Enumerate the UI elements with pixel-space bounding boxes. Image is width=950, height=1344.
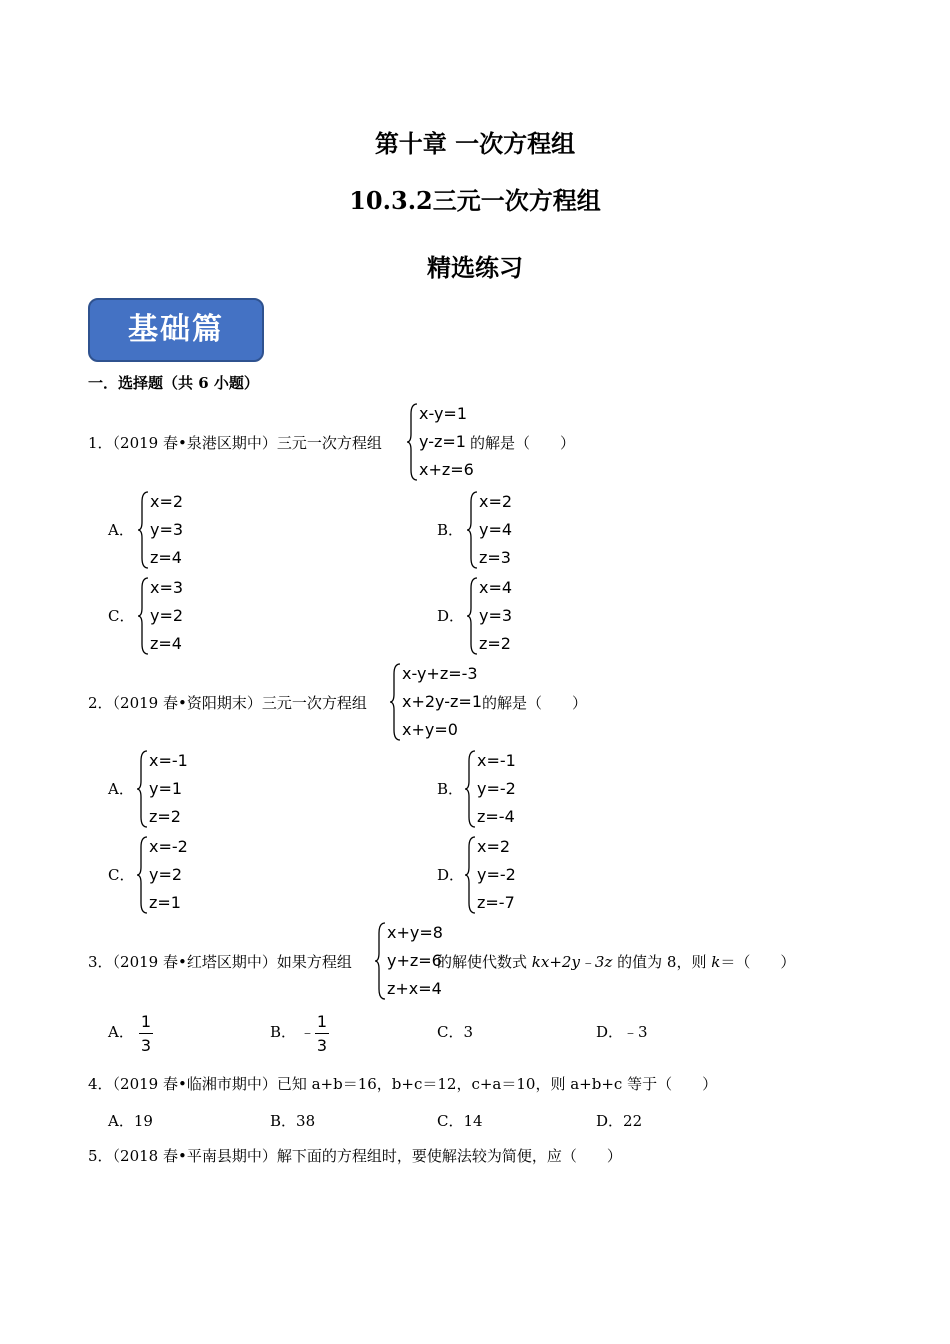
brace-icon [467, 490, 479, 570]
option-d-label[interactable]: D． [437, 607, 465, 625]
option-equation: y=2 [149, 865, 183, 884]
lesson-title: 10.3.2三元一次方程组 [349, 186, 601, 215]
suffix-text: 的值为 8，则 [612, 953, 712, 971]
basic-section-badge: 基础篇 [88, 298, 264, 362]
option-equation: z=4 [150, 548, 182, 567]
option-c[interactable] [437, 1021, 473, 1042]
option-equation: y=-2 [477, 779, 516, 798]
option-c-label[interactable]: C． [108, 607, 135, 625]
option-equation: z=3 [479, 548, 511, 567]
option-b-label[interactable]: B． [437, 780, 464, 798]
option-equation: x=-1 [149, 751, 188, 770]
suffix-text: ＝（ ） [720, 953, 796, 971]
option-b-system [465, 749, 535, 829]
brace-icon [407, 402, 419, 482]
brace-icon [138, 490, 150, 570]
question-2-system [390, 662, 490, 742]
option-c-value: 3 [463, 1023, 474, 1041]
subtitle: 精选练习 [427, 253, 523, 282]
fraction-bar [315, 1033, 329, 1034]
brace-icon [465, 835, 477, 915]
option-c[interactable] [437, 1110, 483, 1131]
option-a-label: A． [108, 1112, 134, 1130]
brace-icon [390, 662, 402, 742]
option-a-fraction [139, 1012, 153, 1055]
system-equation: x+y=8 [387, 923, 443, 942]
option-equation: y=4 [479, 520, 513, 539]
option-a-label[interactable]: A． [108, 521, 134, 539]
option-d-label: D． [596, 1112, 624, 1130]
system-equation: x+y=0 [402, 720, 458, 739]
option-a-system [137, 749, 207, 829]
system-equation: x-y=1 [419, 404, 468, 423]
fraction-denominator: 3 [316, 1036, 328, 1055]
system-equation: y+z=6 [387, 951, 442, 970]
option-equation: z=-4 [477, 807, 515, 826]
option-equation: z=2 [149, 807, 181, 826]
option-d-system [465, 835, 535, 915]
fraction-bar [139, 1033, 153, 1034]
option-a-value: 19 [133, 1112, 153, 1130]
fraction-denominator: 3 [140, 1036, 152, 1055]
section-heading: 一．选择题（共 6 小题） [88, 374, 259, 392]
option-d-label: D． [596, 1023, 624, 1041]
option-c-system [138, 576, 198, 656]
option-c-value: 14 [463, 1112, 483, 1130]
question-3-suffix [437, 951, 795, 972]
option-d-value: ﹣3 [623, 1023, 648, 1041]
question-2-prefix: 2．（2019 春•资阳期末）三元一次方程组 [88, 694, 367, 712]
option-c-label: C． [437, 1112, 464, 1130]
brace-icon [137, 749, 149, 829]
option-b-system [467, 490, 527, 570]
question-1-suffix: 的解是（ ） [470, 434, 576, 452]
system-equation: x+2y-z=1 [402, 692, 482, 711]
option-c-system [137, 835, 207, 915]
option-b-value: 38 [296, 1112, 316, 1130]
option-equation: x=-1 [477, 751, 516, 770]
chapter-title: 第十章 一次方程组 [374, 129, 576, 158]
system-equation: x-y+z=-3 [402, 664, 478, 683]
question-1-prefix: 1．（2019 春•泉港区期中）三元一次方程组 [88, 434, 382, 452]
variable-k: k [711, 953, 721, 971]
brace-icon [138, 576, 150, 656]
system-equation: z+x=4 [387, 979, 442, 998]
option-b[interactable] [270, 1110, 315, 1131]
option-equation: x=2 [479, 492, 513, 511]
algebraic-expression: kx+2y﹣3z [531, 953, 613, 971]
option-equation: z=1 [149, 893, 181, 912]
option-equation: x=3 [150, 578, 184, 597]
option-b-fraction [315, 1012, 329, 1055]
option-a[interactable] [108, 1110, 153, 1131]
question-4-text: 4．（2019 春•临湘市期中）已知 a+b＝16，b+c＝12，c+a＝10，则 a+b+c 等于（ ） [88, 1075, 718, 1093]
option-equation: x=2 [150, 492, 184, 511]
system-equation: y-z=1 [419, 432, 466, 451]
option-b-label[interactable]: B． [437, 521, 464, 539]
option-b-label[interactable]: B． [270, 1023, 297, 1041]
brace-icon [465, 749, 477, 829]
option-equation: x=2 [477, 837, 511, 856]
option-b-label: B． [270, 1112, 297, 1130]
option-a-label[interactable]: A． [108, 1023, 134, 1041]
option-d[interactable] [596, 1110, 642, 1131]
question-2-suffix: 的解是（ ） [482, 694, 588, 712]
suffix-text: 的解使代数式 [437, 953, 532, 971]
option-b-sign: ﹣ [300, 1023, 316, 1041]
option-equation: y=3 [479, 606, 513, 625]
option-d-value: 22 [623, 1112, 643, 1130]
option-a-system [138, 490, 198, 570]
system-equation: x+z=6 [419, 460, 474, 479]
brace-icon [467, 576, 479, 656]
fraction-numerator: 1 [316, 1012, 328, 1031]
brace-icon [137, 835, 149, 915]
question-3-prefix: 3．（2019 春•红塔区期中）如果方程组 [88, 953, 352, 971]
option-d-system [467, 576, 527, 656]
option-equation: x=4 [479, 578, 513, 597]
question-5-text: 5．（2018 春•平南县期中）解下面的方程组时，要使解法较为简便，应（ ） [88, 1147, 622, 1165]
option-c-label: C． [437, 1023, 464, 1041]
option-equation: y=-2 [477, 865, 516, 884]
option-equation: z=4 [150, 634, 182, 653]
fraction-numerator: 1 [140, 1012, 152, 1031]
option-equation: x=-2 [149, 837, 188, 856]
option-c-label[interactable]: C． [108, 866, 135, 884]
option-d-label[interactable]: D． [437, 866, 465, 884]
option-equation: y=1 [149, 779, 183, 798]
option-equation: z=-7 [477, 893, 515, 912]
option-d[interactable] [596, 1021, 648, 1042]
option-equation: y=2 [150, 606, 184, 625]
option-equation: y=3 [150, 520, 184, 539]
brace-icon [375, 921, 387, 1001]
option-equation: z=2 [479, 634, 511, 653]
option-a-label[interactable]: A． [108, 780, 134, 798]
